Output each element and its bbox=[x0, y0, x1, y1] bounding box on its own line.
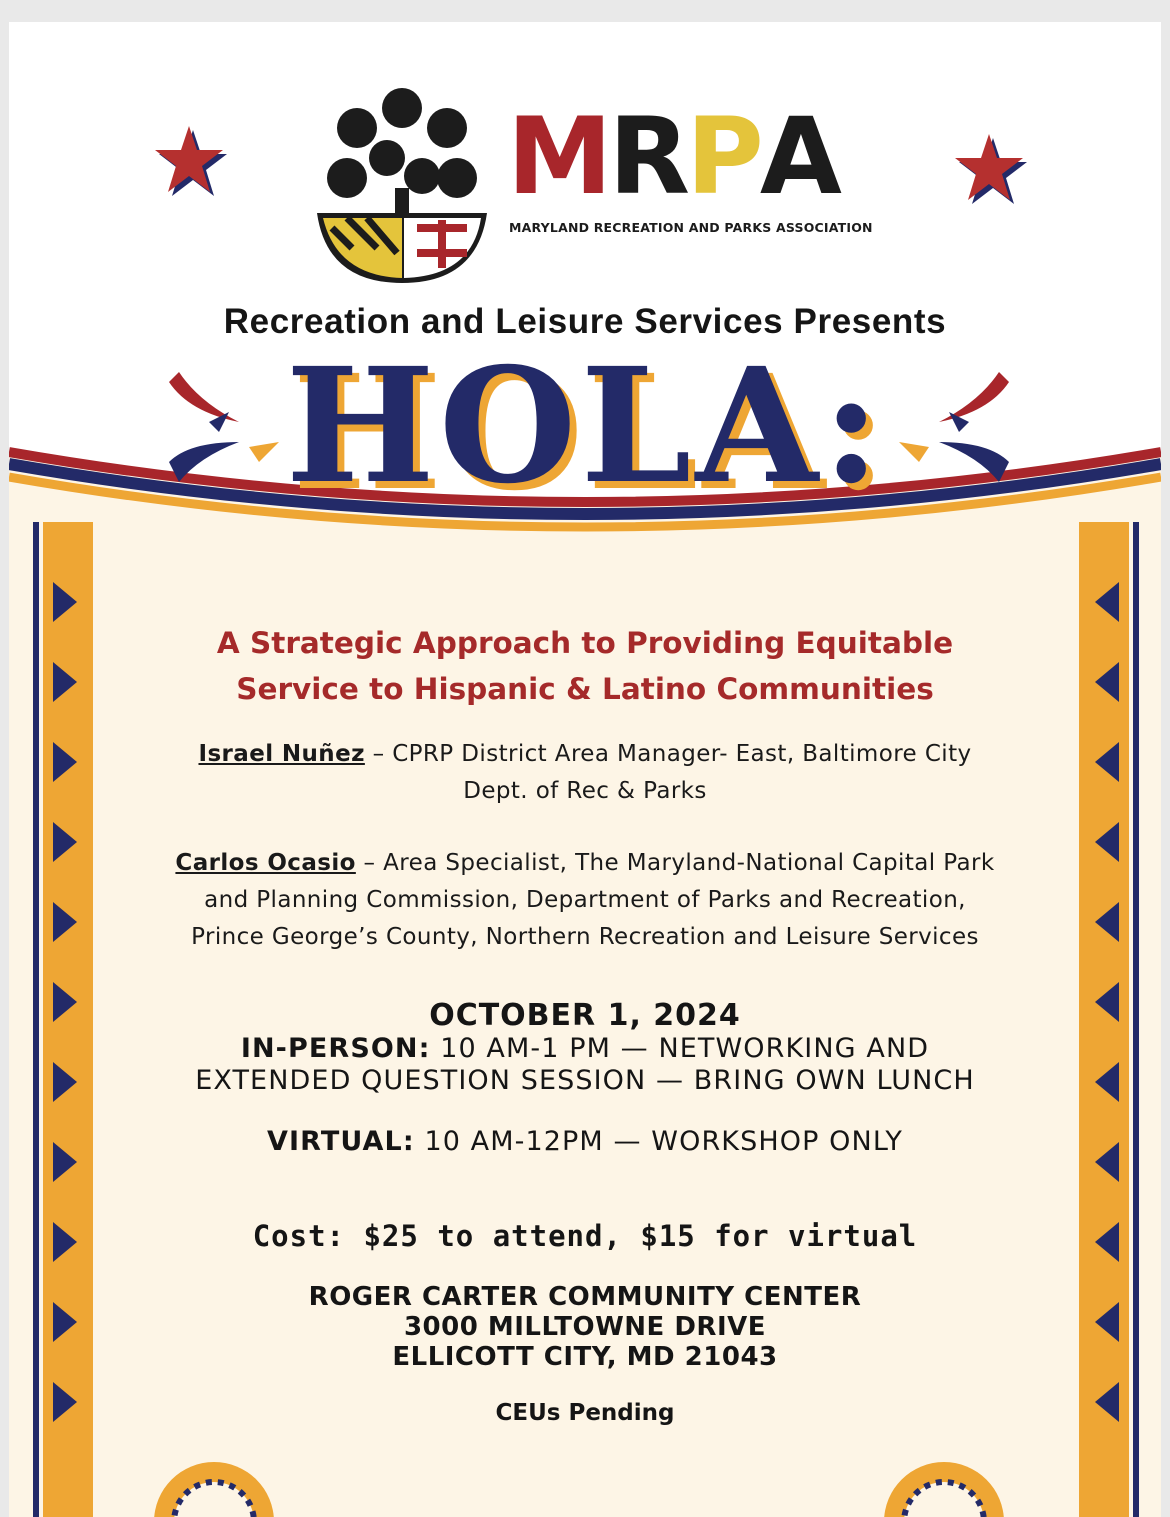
left-rosette-decoration bbox=[149, 1422, 279, 1517]
virtual-schedule bbox=[9, 1126, 1161, 1158]
in-person-line-2: EXTENDED QUESTION SESSION — BRING OWN LUNCH bbox=[195, 1065, 975, 1096]
speaker-title-line-1: – CPRP District Area Manager- East, Baltimore City bbox=[364, 741, 972, 767]
venue-city: ELLICOTT CITY, MD 21043 bbox=[392, 1342, 778, 1372]
speaker-carlos-ocasio bbox=[9, 845, 1161, 956]
speaker-title-line-3: Prince George’s County, Northern Recreation and Leisure Services bbox=[191, 924, 979, 950]
in-person-label: IN-PERSON: bbox=[240, 1033, 431, 1064]
logo-letter-a: A bbox=[759, 95, 838, 218]
mrpa-tree-logo-icon bbox=[307, 88, 497, 288]
virtual-text: 10 AM-12PM — WORKSHOP ONLY bbox=[414, 1126, 903, 1157]
ceus-note: CEUs Pending bbox=[495, 1400, 675, 1426]
venue-name: ROGER CARTER COMMUNITY CENTER bbox=[308, 1282, 862, 1312]
venue-address bbox=[9, 1282, 1161, 1372]
right-star-icon bbox=[949, 130, 1029, 210]
event-cost: Cost: $25 to attend, $15 for virtual bbox=[252, 1219, 918, 1253]
venue-street: 3000 MILLTOWNE DRIVE bbox=[403, 1312, 767, 1342]
mrpa-wordmark bbox=[507, 95, 838, 218]
left-star-icon bbox=[149, 122, 229, 202]
event-date: OCTOBER 1, 2024 bbox=[429, 998, 741, 1033]
speaker-title-line-1: – Area Specialist, The Maryland-National Capital Park bbox=[355, 850, 995, 876]
logo-letter-p: P bbox=[686, 95, 760, 218]
subtitle-line-1: A Strategic Approach to Providing Equitable bbox=[216, 626, 954, 660]
logo-letter-m: M bbox=[507, 95, 609, 218]
mrpa-tagline: MARYLAND RECREATION AND PARKS ASSOCIATION bbox=[509, 220, 873, 235]
in-person-schedule bbox=[9, 1033, 1161, 1097]
speaker-title-line-2: and Planning Commission, Department of Parks and Recreation, bbox=[204, 887, 966, 913]
right-rosette-decoration bbox=[879, 1422, 1009, 1517]
subtitle-line-2: Service to Hispanic & Latino Communities bbox=[236, 672, 934, 706]
speaker-name: Israel Nuñez bbox=[198, 741, 365, 767]
flyer-page bbox=[9, 22, 1161, 1517]
event-title: HOLA: bbox=[285, 334, 885, 519]
event-subtitle bbox=[9, 620, 1161, 712]
in-person-line-1: 10 AM-1 PM — NETWORKING AND bbox=[430, 1033, 930, 1064]
virtual-label: VIRTUAL: bbox=[267, 1126, 415, 1157]
presents-heading: Recreation and Leisure Services Presents bbox=[223, 302, 947, 341]
speaker-israel-nunez bbox=[9, 736, 1161, 810]
speaker-name: Carlos Ocasio bbox=[175, 850, 356, 876]
speaker-title-line-2: Dept. of Rec & Parks bbox=[463, 778, 707, 804]
logo-letter-r: R bbox=[608, 95, 687, 218]
